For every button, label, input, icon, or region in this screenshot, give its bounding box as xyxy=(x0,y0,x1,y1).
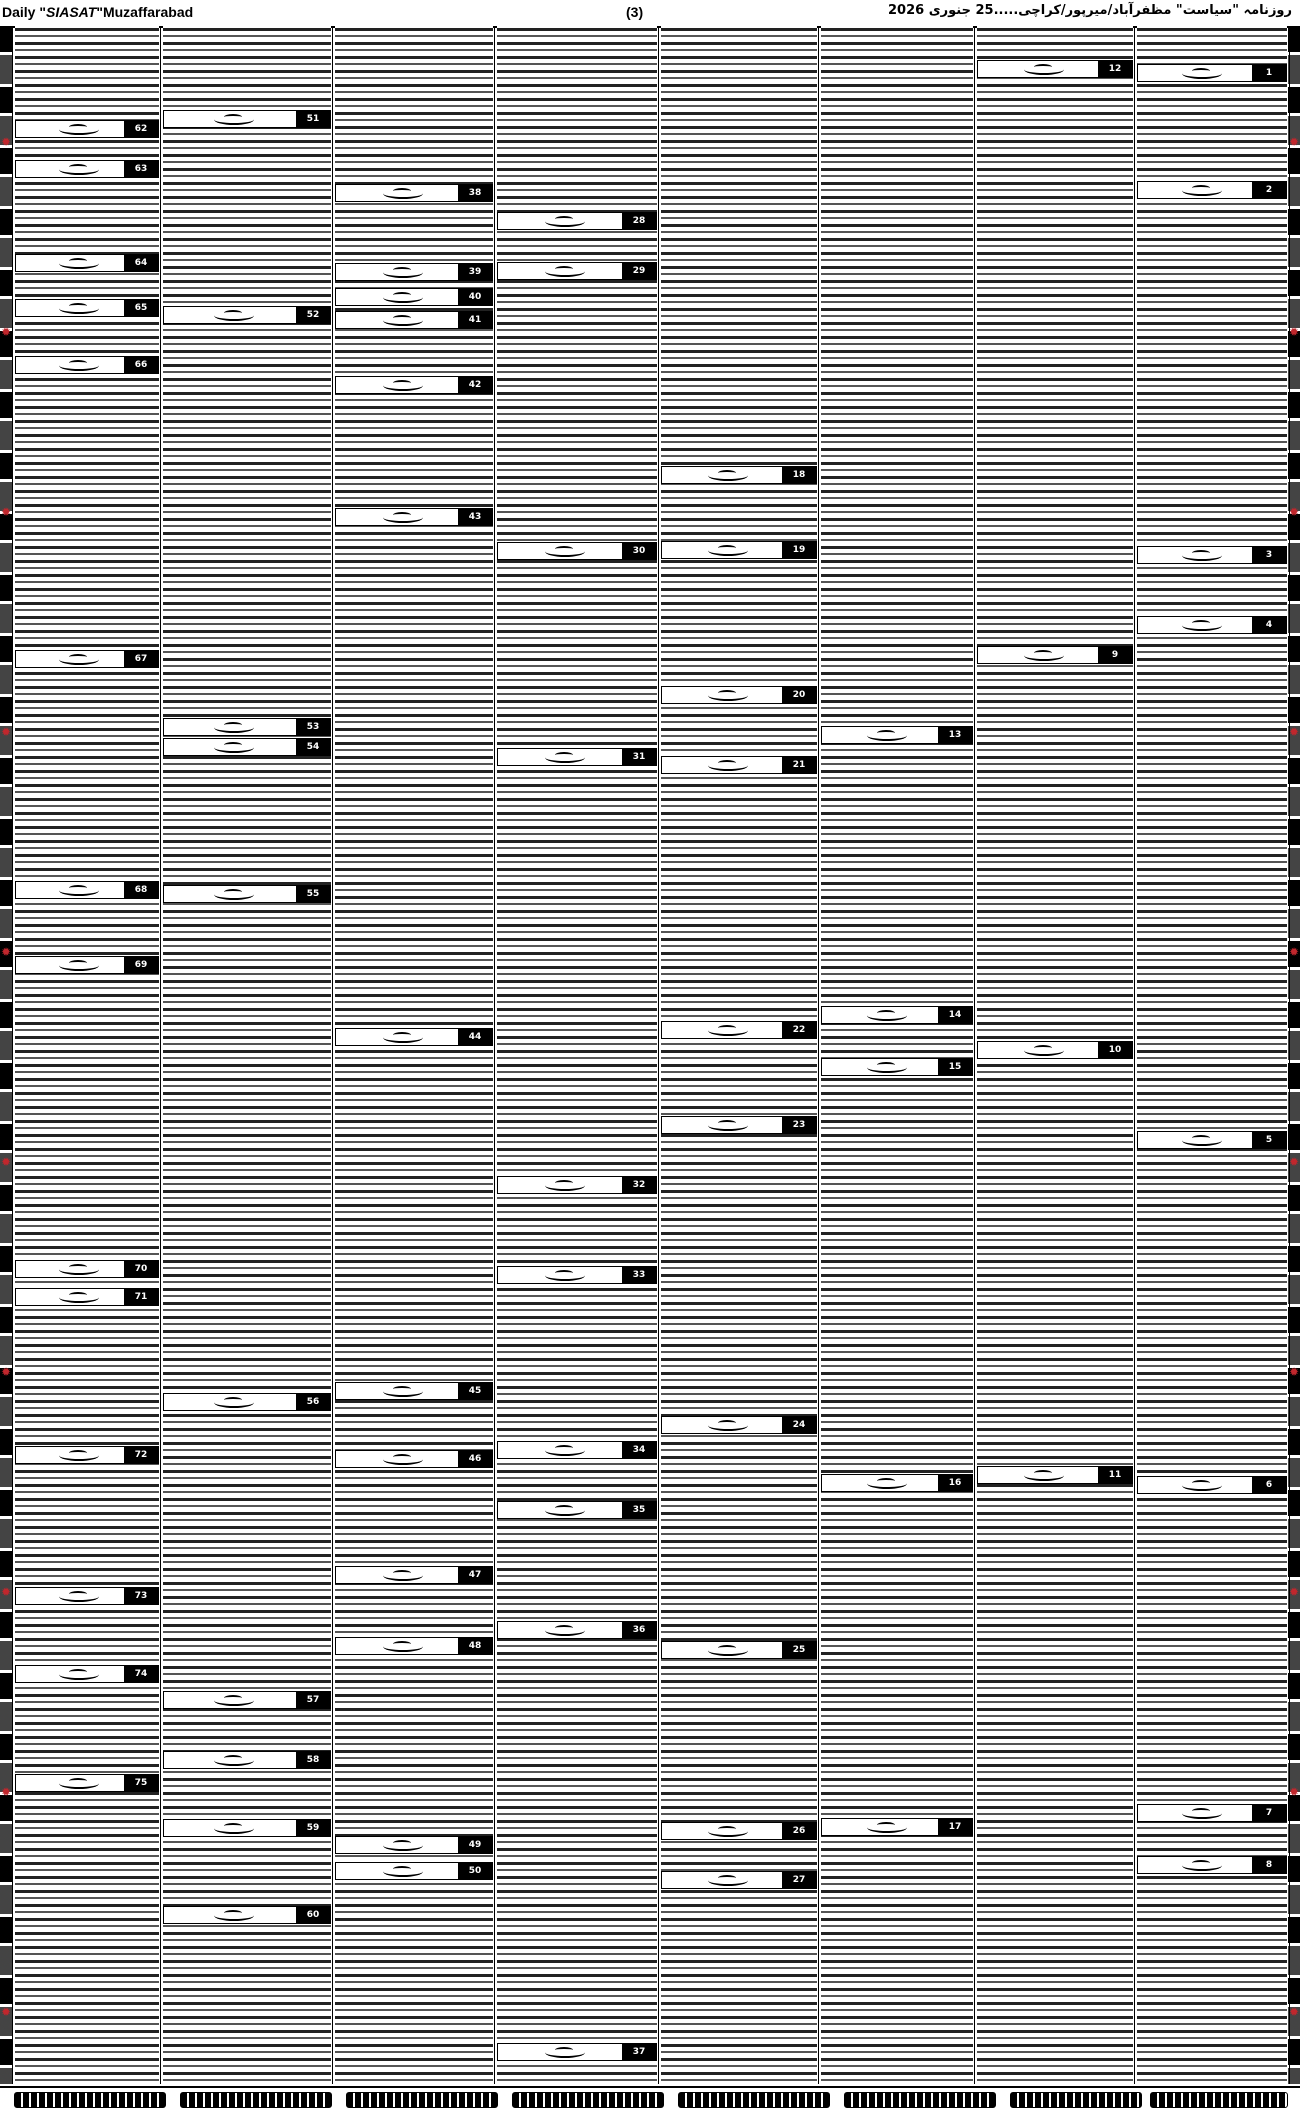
notice-number: 42 xyxy=(458,377,492,393)
siasat-logo-icon xyxy=(214,1755,254,1766)
siasat-logo-icon xyxy=(59,654,99,665)
siasat-logo-icon xyxy=(383,1866,423,1877)
siasat-logo-icon xyxy=(383,292,423,303)
notice-heading xyxy=(163,1751,331,1769)
siasat-logo-icon xyxy=(1024,1045,1064,1056)
notice-heading xyxy=(497,1501,657,1519)
notice-number: 47 xyxy=(458,1567,492,1583)
notice-number: 2 xyxy=(1252,182,1286,198)
masthead xyxy=(0,0,1300,28)
star-icon: ✹ xyxy=(0,135,12,149)
notice-number: 63 xyxy=(124,161,158,177)
notice-heading xyxy=(1137,1804,1287,1822)
notice-heading xyxy=(661,541,817,559)
notice-number: 59 xyxy=(296,1820,330,1836)
column-6 xyxy=(494,26,659,2084)
star-icon: ✹ xyxy=(0,2005,12,2019)
notice-number: 53 xyxy=(296,719,330,735)
siasat-logo-icon xyxy=(1182,185,1222,196)
notice-number: 67 xyxy=(124,651,158,667)
siasat-logo-icon xyxy=(59,258,99,269)
notice-heading xyxy=(335,376,493,394)
notice-number: 68 xyxy=(124,882,158,898)
siasat-logo-icon xyxy=(383,315,423,326)
notice-heading xyxy=(497,1176,657,1194)
notice-number: 65 xyxy=(124,300,158,316)
notice-number: 69 xyxy=(124,957,158,973)
footer-strip xyxy=(180,2092,332,2108)
notice-number: 41 xyxy=(458,312,492,328)
notice-number: 24 xyxy=(782,1417,816,1433)
notice-number: 73 xyxy=(124,1588,158,1604)
notice-heading xyxy=(15,254,159,272)
siasat-logo-icon xyxy=(867,1822,907,1833)
siasat-logo-icon xyxy=(1024,64,1064,75)
notice-heading xyxy=(661,1116,817,1134)
siasat-logo-icon xyxy=(383,1386,423,1397)
notice-number: 10 xyxy=(1098,1042,1132,1058)
notice-heading xyxy=(163,738,331,756)
notice-heading xyxy=(335,1637,493,1655)
notice-number: 40 xyxy=(458,289,492,305)
notice-heading xyxy=(15,650,159,668)
notice-number: 43 xyxy=(458,509,492,525)
notice-heading xyxy=(497,1621,657,1639)
notice-heading xyxy=(163,885,331,903)
notice-heading xyxy=(15,1774,159,1792)
star-icon: ✹ xyxy=(1288,2005,1300,2019)
notice-number: 16 xyxy=(938,1475,972,1491)
siasat-logo-icon xyxy=(1182,550,1222,561)
siasat-logo-icon xyxy=(708,1025,748,1036)
notice-heading xyxy=(497,262,657,280)
masthead-right-title: روزنامہ "سیاست" مظفرآباد/میرپور/کراچی.....25 جنوری 2026 xyxy=(888,3,1292,18)
notice-heading xyxy=(1137,64,1287,82)
masthead-left-title xyxy=(2,4,193,20)
siasat-logo-icon xyxy=(59,164,99,175)
notice-heading xyxy=(1137,1476,1287,1494)
notice-heading xyxy=(821,1006,973,1024)
notice-heading xyxy=(1137,1856,1287,1874)
notice-number: 14 xyxy=(938,1007,972,1023)
column-body-text xyxy=(335,26,493,2084)
notice-heading xyxy=(335,1566,493,1584)
siasat-logo-icon xyxy=(59,1264,99,1275)
star-icon: ✹ xyxy=(1288,1365,1300,1379)
notice-number: 57 xyxy=(296,1692,330,1708)
siasat-logo-icon xyxy=(214,889,254,900)
notice-number: 4 xyxy=(1252,617,1286,633)
notice-number: 74 xyxy=(124,1666,158,1682)
footer-strip xyxy=(14,2092,166,2108)
notice-number: 25 xyxy=(782,1642,816,1658)
notice-heading xyxy=(163,1819,331,1837)
notice-heading xyxy=(661,1416,817,1434)
footer-strip xyxy=(1010,2092,1142,2108)
siasat-logo-icon xyxy=(214,310,254,321)
notice-number: 31 xyxy=(622,749,656,765)
siasat-logo-icon xyxy=(1182,620,1222,631)
star-icon: ✹ xyxy=(0,1585,12,1599)
notice-heading xyxy=(661,1641,817,1659)
column-body-text xyxy=(497,26,657,2084)
star-icon: ✹ xyxy=(1288,135,1300,149)
siasat-logo-icon xyxy=(383,188,423,199)
notice-heading xyxy=(335,1028,493,1046)
notice-heading xyxy=(497,748,657,766)
siasat-logo-icon xyxy=(708,1645,748,1656)
notice-heading xyxy=(1137,181,1287,199)
notice-heading xyxy=(163,1906,331,1924)
siasat-logo-icon xyxy=(545,1625,585,1636)
notice-number: 29 xyxy=(622,263,656,279)
column-7 xyxy=(332,26,495,2084)
notice-number: 26 xyxy=(782,1823,816,1839)
footer-strip xyxy=(844,2092,996,2108)
notice-number: 1 xyxy=(1252,65,1286,81)
siasat-logo-icon xyxy=(383,1032,423,1043)
column-body-text xyxy=(1137,26,1287,2084)
notice-heading xyxy=(15,1260,159,1278)
notice-number: 21 xyxy=(782,757,816,773)
star-icon: ✹ xyxy=(1288,945,1300,959)
notice-heading xyxy=(977,646,1133,664)
notice-heading xyxy=(497,1266,657,1284)
siasat-logo-icon xyxy=(708,1120,748,1131)
siasat-logo-icon xyxy=(545,752,585,763)
siasat-logo-icon xyxy=(1182,1135,1222,1146)
siasat-logo-icon xyxy=(59,1669,99,1680)
notice-heading xyxy=(15,299,159,317)
notice-heading xyxy=(163,110,331,128)
notice-heading xyxy=(163,306,331,324)
notice-heading xyxy=(335,1382,493,1400)
notice-number: 58 xyxy=(296,1752,330,1768)
star-icon: ✹ xyxy=(0,1365,12,1379)
notice-heading xyxy=(335,1862,493,1880)
star-icon: ✹ xyxy=(1288,725,1300,739)
notice-number: 52 xyxy=(296,307,330,323)
notice-number: 33 xyxy=(622,1267,656,1283)
notice-heading xyxy=(15,1288,159,1306)
notice-number: 39 xyxy=(458,264,492,280)
notice-number: 55 xyxy=(296,886,330,902)
star-icon: ✹ xyxy=(0,1155,12,1169)
siasat-logo-icon xyxy=(708,1826,748,1837)
footer-strip xyxy=(1150,2092,1288,2108)
siasat-logo-icon xyxy=(383,1641,423,1652)
notice-number: 70 xyxy=(124,1261,158,1277)
notice-number: 45 xyxy=(458,1383,492,1399)
siasat-logo-icon xyxy=(545,216,585,227)
notice-number: 46 xyxy=(458,1451,492,1467)
notice-heading xyxy=(335,1836,493,1854)
notice-number: 44 xyxy=(458,1029,492,1045)
notice-heading xyxy=(15,1446,159,1464)
page-number: (3) xyxy=(626,4,644,20)
notice-heading xyxy=(821,1058,973,1076)
notice-number: 28 xyxy=(622,213,656,229)
siasat-logo-icon xyxy=(214,1823,254,1834)
notice-number: 54 xyxy=(296,739,330,755)
notice-number: 23 xyxy=(782,1117,816,1133)
notice-number: 6 xyxy=(1252,1477,1286,1493)
notice-number: 38 xyxy=(458,185,492,201)
notice-number: 11 xyxy=(1098,1467,1132,1483)
notice-number: 64 xyxy=(124,255,158,271)
siasat-logo-icon xyxy=(1182,68,1222,79)
siasat-logo-icon xyxy=(545,1445,585,1456)
siasat-logo-icon xyxy=(545,546,585,557)
notice-number: 13 xyxy=(938,727,972,743)
siasat-logo-icon xyxy=(545,1180,585,1191)
notice-number: 49 xyxy=(458,1837,492,1853)
notice-heading xyxy=(977,1466,1133,1484)
masthead-prefix: Daily " xyxy=(2,4,46,20)
notice-number: 48 xyxy=(458,1638,492,1654)
notice-number: 17 xyxy=(938,1819,972,1835)
star-icon: ✹ xyxy=(1288,1585,1300,1599)
notice-number: 3 xyxy=(1252,547,1286,563)
siasat-logo-icon xyxy=(708,470,748,481)
siasat-logo-icon xyxy=(383,1840,423,1851)
column-body-text xyxy=(821,26,973,2084)
notice-heading xyxy=(15,1665,159,1683)
star-icon: ✹ xyxy=(0,325,12,339)
siasat-logo-icon xyxy=(867,730,907,741)
notice-number: 7 xyxy=(1252,1805,1286,1821)
siasat-logo-icon xyxy=(867,1010,907,1021)
column-4 xyxy=(818,26,975,2084)
siasat-logo-icon xyxy=(59,1591,99,1602)
siasat-logo-icon xyxy=(708,690,748,701)
siasat-logo-icon xyxy=(214,1397,254,1408)
siasat-logo-icon xyxy=(383,267,423,278)
notice-heading xyxy=(335,508,493,526)
siasat-logo-icon xyxy=(59,885,99,896)
siasat-logo-icon xyxy=(214,722,254,733)
column-body-text xyxy=(163,26,331,2084)
star-icon: ✹ xyxy=(1288,325,1300,339)
siasat-logo-icon xyxy=(708,1420,748,1431)
siasat-logo-icon xyxy=(59,303,99,314)
notice-number: 12 xyxy=(1098,61,1132,77)
masthead-city: "Muzaffarabad xyxy=(96,4,194,20)
notice-heading xyxy=(163,1691,331,1709)
notice-number: 27 xyxy=(782,1872,816,1888)
siasat-logo-icon xyxy=(383,380,423,391)
notice-heading xyxy=(335,288,493,306)
notice-number: 9 xyxy=(1098,647,1132,663)
siasat-logo-icon xyxy=(867,1478,907,1489)
notice-heading xyxy=(15,160,159,178)
notice-number: 62 xyxy=(124,121,158,137)
siasat-logo-icon xyxy=(59,1778,99,1789)
masthead-brand: SIASAT xyxy=(46,4,97,20)
notice-heading xyxy=(15,356,159,374)
notice-heading xyxy=(661,466,817,484)
footer-strip xyxy=(512,2092,664,2108)
notice-number: 18 xyxy=(782,467,816,483)
siasat-logo-icon xyxy=(59,124,99,135)
notice-heading xyxy=(335,263,493,281)
column-5 xyxy=(658,26,819,2084)
siasat-logo-icon xyxy=(1182,1808,1222,1819)
notice-number: 66 xyxy=(124,357,158,373)
notice-heading xyxy=(661,686,817,704)
notice-heading xyxy=(15,1587,159,1605)
notice-number: 34 xyxy=(622,1442,656,1458)
star-icon: ✹ xyxy=(1288,1785,1300,1799)
notice-heading xyxy=(821,726,973,744)
left-decorative-rail xyxy=(0,26,12,2084)
notice-number: 35 xyxy=(622,1502,656,1518)
notice-heading xyxy=(977,1041,1133,1059)
notice-number: 37 xyxy=(622,2044,656,2060)
siasat-logo-icon xyxy=(214,1695,254,1706)
star-icon: ✹ xyxy=(0,505,12,519)
notice-number: 20 xyxy=(782,687,816,703)
siasat-logo-icon xyxy=(383,1570,423,1581)
notice-heading xyxy=(335,184,493,202)
footer-strip xyxy=(346,2092,498,2108)
siasat-logo-icon xyxy=(59,960,99,971)
notice-number: 36 xyxy=(622,1622,656,1638)
siasat-logo-icon xyxy=(867,1062,907,1073)
star-icon: ✹ xyxy=(1288,1155,1300,1169)
notice-heading xyxy=(497,1441,657,1459)
siasat-logo-icon xyxy=(545,2047,585,2058)
footer xyxy=(0,2086,1300,2112)
notice-number: 5 xyxy=(1252,1132,1286,1148)
notice-number: 15 xyxy=(938,1059,972,1075)
siasat-logo-icon xyxy=(214,1910,254,1921)
notice-heading xyxy=(335,1450,493,1468)
star-icon: ✹ xyxy=(0,725,12,739)
notice-heading xyxy=(497,542,657,560)
notice-heading xyxy=(335,311,493,329)
notice-heading xyxy=(497,212,657,230)
notice-heading xyxy=(661,1822,817,1840)
siasat-logo-icon xyxy=(545,1505,585,1516)
notice-number: 51 xyxy=(296,111,330,127)
notice-number: 32 xyxy=(622,1177,656,1193)
siasat-logo-icon xyxy=(1024,1470,1064,1481)
column-body-text xyxy=(661,26,817,2084)
siasat-logo-icon xyxy=(59,360,99,371)
notice-number: 56 xyxy=(296,1394,330,1410)
notice-heading xyxy=(163,718,331,736)
notice-heading xyxy=(15,881,159,899)
notice-heading xyxy=(821,1474,973,1492)
column-2 xyxy=(1134,26,1290,2084)
siasat-logo-icon xyxy=(214,742,254,753)
notice-number: 71 xyxy=(124,1289,158,1305)
siasat-logo-icon xyxy=(383,512,423,523)
siasat-logo-icon xyxy=(708,760,748,771)
siasat-logo-icon xyxy=(708,1875,748,1886)
notice-heading xyxy=(15,120,159,138)
notice-number: 60 xyxy=(296,1907,330,1923)
star-icon: ✹ xyxy=(0,1785,12,1799)
siasat-logo-icon xyxy=(545,266,585,277)
notice-number: 19 xyxy=(782,542,816,558)
siasat-logo-icon xyxy=(383,1454,423,1465)
notice-number: 50 xyxy=(458,1863,492,1879)
notice-heading xyxy=(1137,616,1287,634)
notice-heading xyxy=(163,1393,331,1411)
notice-heading xyxy=(661,756,817,774)
notice-number: 30 xyxy=(622,543,656,559)
notice-number: 8 xyxy=(1252,1857,1286,1873)
star-icon: ✹ xyxy=(0,945,12,959)
siasat-logo-icon xyxy=(1024,650,1064,661)
siasat-logo-icon xyxy=(708,545,748,556)
notice-heading xyxy=(661,1871,817,1889)
notice-number: 75 xyxy=(124,1775,158,1791)
notice-heading xyxy=(1137,546,1287,564)
siasat-logo-icon xyxy=(59,1292,99,1303)
siasat-logo-icon xyxy=(545,1270,585,1281)
notice-heading xyxy=(497,2043,657,2061)
notice-number: 72 xyxy=(124,1447,158,1463)
star-icon: ✹ xyxy=(1288,505,1300,519)
notice-heading xyxy=(661,1021,817,1039)
notice-heading xyxy=(977,60,1133,78)
siasat-logo-icon xyxy=(59,1450,99,1461)
notice-heading xyxy=(821,1818,973,1836)
siasat-logo-icon xyxy=(1182,1860,1222,1871)
siasat-logo-icon xyxy=(1182,1480,1222,1491)
column-8 xyxy=(160,26,333,2084)
footer-strip xyxy=(678,2092,830,2108)
siasat-logo-icon xyxy=(214,114,254,125)
notice-heading xyxy=(15,956,159,974)
notice-heading xyxy=(1137,1131,1287,1149)
notice-number: 22 xyxy=(782,1022,816,1038)
